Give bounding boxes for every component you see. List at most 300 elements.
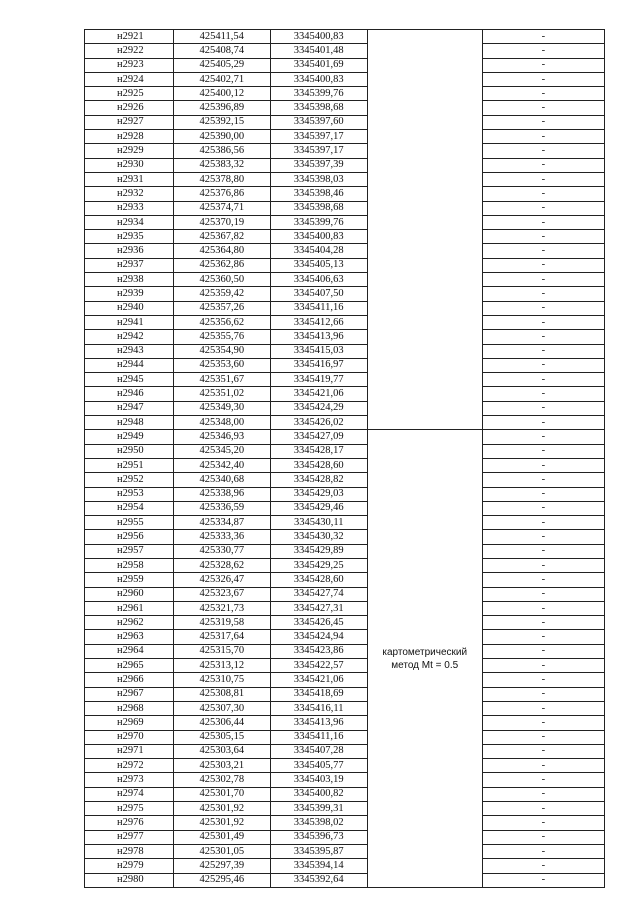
- method-cell: [367, 30, 482, 430]
- dash-cell: -: [482, 730, 604, 744]
- table-row: [85, 844, 605, 858]
- x-coordinate-cell: 425307,30: [173, 701, 270, 715]
- point-id-cell: н2951: [85, 458, 174, 472]
- dash-cell: -: [482, 187, 604, 201]
- dash-cell: -: [482, 58, 604, 72]
- point-id-cell: н2944: [85, 358, 174, 372]
- table-row: [85, 215, 605, 229]
- point-id-cell: н2936: [85, 244, 174, 258]
- x-coordinate-cell: 425321,73: [173, 601, 270, 615]
- point-id-cell: н2928: [85, 130, 174, 144]
- x-coordinate-cell: 425319,58: [173, 616, 270, 630]
- y-coordinate-cell: 3345423,86: [270, 644, 367, 658]
- y-coordinate-cell: 3345430,11: [270, 516, 367, 530]
- y-coordinate-cell: 3345397,17: [270, 130, 367, 144]
- x-coordinate-cell: 425338,96: [173, 487, 270, 501]
- x-coordinate-cell: 425367,82: [173, 230, 270, 244]
- point-id-cell: н2939: [85, 287, 174, 301]
- x-coordinate-cell: 425374,71: [173, 201, 270, 215]
- y-coordinate-cell: 3345403,19: [270, 773, 367, 787]
- point-id-cell: н2952: [85, 473, 174, 487]
- y-coordinate-cell: 3345427,31: [270, 601, 367, 615]
- point-id-cell: н2978: [85, 844, 174, 858]
- dash-cell: -: [482, 744, 604, 758]
- x-coordinate-cell: 425315,70: [173, 644, 270, 658]
- x-coordinate-cell: 425408,74: [173, 44, 270, 58]
- dash-cell: -: [482, 215, 604, 229]
- y-coordinate-cell: 3345399,76: [270, 215, 367, 229]
- y-coordinate-cell: 3345418,69: [270, 687, 367, 701]
- dash-cell: -: [482, 601, 604, 615]
- x-coordinate-cell: 425396,89: [173, 101, 270, 115]
- x-coordinate-cell: 425330,77: [173, 544, 270, 558]
- table-row: [85, 873, 605, 887]
- x-coordinate-cell: 425349,30: [173, 401, 270, 415]
- x-coordinate-cell: 425400,12: [173, 87, 270, 101]
- point-id-cell: н2940: [85, 301, 174, 315]
- point-id-cell: н2932: [85, 187, 174, 201]
- x-coordinate-cell: 425297,39: [173, 859, 270, 873]
- method-cell: [367, 430, 482, 888]
- x-coordinate-cell: 425392,15: [173, 115, 270, 129]
- point-id-cell: н2946: [85, 387, 174, 401]
- dash-cell: -: [482, 230, 604, 244]
- dash-cell: -: [482, 473, 604, 487]
- y-coordinate-cell: 3345405,13: [270, 258, 367, 272]
- y-coordinate-cell: 3345428,60: [270, 458, 367, 472]
- point-id-cell: н2976: [85, 816, 174, 830]
- table-row: [85, 673, 605, 687]
- point-id-cell: н2970: [85, 730, 174, 744]
- table-row: [85, 787, 605, 801]
- coordinates-table: [84, 29, 605, 888]
- dash-cell: -: [482, 330, 604, 344]
- x-coordinate-cell: 425323,67: [173, 587, 270, 601]
- table-row: [85, 587, 605, 601]
- x-coordinate-cell: 425362,86: [173, 258, 270, 272]
- dash-cell: -: [482, 716, 604, 730]
- x-coordinate-cell: 425345,20: [173, 444, 270, 458]
- table-row: [85, 258, 605, 272]
- table-row: [85, 72, 605, 86]
- y-coordinate-cell: 3345428,60: [270, 573, 367, 587]
- x-coordinate-cell: 425351,02: [173, 387, 270, 401]
- point-id-cell: н2960: [85, 587, 174, 601]
- point-id-cell: н2964: [85, 644, 174, 658]
- table-row: [85, 687, 605, 701]
- x-coordinate-cell: 425313,12: [173, 659, 270, 673]
- y-coordinate-cell: 3345398,68: [270, 101, 367, 115]
- point-id-cell: н2937: [85, 258, 174, 272]
- dash-cell: -: [482, 530, 604, 544]
- table-row: [85, 802, 605, 816]
- point-id-cell: н2980: [85, 873, 174, 887]
- point-id-cell: н2967: [85, 687, 174, 701]
- table-row: [85, 487, 605, 501]
- method-label: картометрический метод Mt = 0.5: [382, 646, 468, 671]
- table-row: [85, 458, 605, 472]
- dash-cell: -: [482, 544, 604, 558]
- table-row: [85, 44, 605, 58]
- table-row: [85, 473, 605, 487]
- dash-cell: -: [482, 387, 604, 401]
- x-coordinate-cell: 425317,64: [173, 630, 270, 644]
- dash-cell: -: [482, 587, 604, 601]
- y-coordinate-cell: 3345429,25: [270, 558, 367, 572]
- point-id-cell: н2930: [85, 158, 174, 172]
- table-row: [85, 401, 605, 415]
- dash-cell: -: [482, 258, 604, 272]
- y-coordinate-cell: 3345428,17: [270, 444, 367, 458]
- y-coordinate-cell: 3345398,46: [270, 187, 367, 201]
- y-coordinate-cell: 3345392,64: [270, 873, 367, 887]
- table-row: [85, 730, 605, 744]
- point-id-cell: н2973: [85, 773, 174, 787]
- dash-cell: -: [482, 816, 604, 830]
- x-coordinate-cell: 425301,05: [173, 844, 270, 858]
- x-coordinate-cell: 425328,62: [173, 558, 270, 572]
- point-id-cell: н2959: [85, 573, 174, 587]
- y-coordinate-cell: 3345398,68: [270, 201, 367, 215]
- x-coordinate-cell: 425340,68: [173, 473, 270, 487]
- y-coordinate-cell: 3345407,50: [270, 287, 367, 301]
- y-coordinate-cell: 3345396,73: [270, 830, 367, 844]
- x-coordinate-cell: 425355,76: [173, 330, 270, 344]
- dash-cell: -: [482, 844, 604, 858]
- x-coordinate-cell: 425378,80: [173, 172, 270, 186]
- point-id-cell: н2938: [85, 273, 174, 287]
- y-coordinate-cell: 3345416,11: [270, 701, 367, 715]
- dash-cell: -: [482, 130, 604, 144]
- point-id-cell: н2971: [85, 744, 174, 758]
- dash-cell: -: [482, 516, 604, 530]
- point-id-cell: н2968: [85, 701, 174, 715]
- table-row: [85, 530, 605, 544]
- dash-cell: -: [482, 830, 604, 844]
- table-row: [85, 387, 605, 401]
- table-row: [85, 630, 605, 644]
- dash-cell: -: [482, 287, 604, 301]
- point-id-cell: н2945: [85, 373, 174, 387]
- dash-cell: -: [482, 873, 604, 887]
- y-coordinate-cell: 3345400,83: [270, 30, 367, 44]
- y-coordinate-cell: 3345398,02: [270, 816, 367, 830]
- dash-cell: -: [482, 773, 604, 787]
- y-coordinate-cell: 3345411,16: [270, 730, 367, 744]
- point-id-cell: н2923: [85, 58, 174, 72]
- point-id-cell: н2972: [85, 759, 174, 773]
- point-id-cell: н2941: [85, 315, 174, 329]
- table-row: [85, 644, 605, 658]
- point-id-cell: н2943: [85, 344, 174, 358]
- y-coordinate-cell: 3345413,96: [270, 716, 367, 730]
- y-coordinate-cell: 3345421,06: [270, 673, 367, 687]
- x-coordinate-cell: 425370,19: [173, 215, 270, 229]
- dash-cell: -: [482, 458, 604, 472]
- x-coordinate-cell: 425303,21: [173, 759, 270, 773]
- dash-cell: -: [482, 759, 604, 773]
- x-coordinate-cell: 425295,46: [173, 873, 270, 887]
- y-coordinate-cell: 3345394,14: [270, 859, 367, 873]
- dash-cell: -: [482, 72, 604, 86]
- y-coordinate-cell: 3345400,83: [270, 72, 367, 86]
- y-coordinate-cell: 3345405,77: [270, 759, 367, 773]
- table-row: [85, 201, 605, 215]
- x-coordinate-cell: 425351,67: [173, 373, 270, 387]
- x-coordinate-cell: 425359,42: [173, 287, 270, 301]
- dash-cell: -: [482, 315, 604, 329]
- dash-cell: -: [482, 616, 604, 630]
- point-id-cell: н2954: [85, 501, 174, 515]
- point-id-cell: н2950: [85, 444, 174, 458]
- x-coordinate-cell: 425383,32: [173, 158, 270, 172]
- table-row: [85, 558, 605, 572]
- y-coordinate-cell: 3345399,31: [270, 802, 367, 816]
- dash-cell: -: [482, 373, 604, 387]
- y-coordinate-cell: 3345411,16: [270, 301, 367, 315]
- dash-cell: -: [482, 30, 604, 44]
- x-coordinate-cell: 425342,40: [173, 458, 270, 472]
- table-row: [85, 773, 605, 787]
- point-id-cell: н2933: [85, 201, 174, 215]
- dash-cell: -: [482, 244, 604, 258]
- point-id-cell: н2925: [85, 87, 174, 101]
- dash-cell: -: [482, 115, 604, 129]
- y-coordinate-cell: 3345397,39: [270, 158, 367, 172]
- table-row: [85, 273, 605, 287]
- point-id-cell: н2947: [85, 401, 174, 415]
- dash-cell: -: [482, 416, 604, 430]
- dash-cell: -: [482, 44, 604, 58]
- x-coordinate-cell: 425301,49: [173, 830, 270, 844]
- y-coordinate-cell: 3345428,82: [270, 473, 367, 487]
- y-coordinate-cell: 3345395,87: [270, 844, 367, 858]
- point-id-cell: н2931: [85, 172, 174, 186]
- x-coordinate-cell: 425306,44: [173, 716, 270, 730]
- point-id-cell: н2921: [85, 30, 174, 44]
- table-row: [85, 659, 605, 673]
- x-coordinate-cell: 425308,81: [173, 687, 270, 701]
- point-id-cell: н2965: [85, 659, 174, 673]
- point-id-cell: н2979: [85, 859, 174, 873]
- x-coordinate-cell: 425301,92: [173, 802, 270, 816]
- dash-cell: -: [482, 401, 604, 415]
- dash-cell: -: [482, 101, 604, 115]
- y-coordinate-cell: 3345406,63: [270, 273, 367, 287]
- y-coordinate-cell: 3345419,77: [270, 373, 367, 387]
- table-row: [85, 373, 605, 387]
- table-row: [85, 501, 605, 515]
- table-row: [85, 230, 605, 244]
- coordinates-table-body: [85, 30, 605, 888]
- table-row: [85, 616, 605, 630]
- y-coordinate-cell: 3345401,69: [270, 58, 367, 72]
- y-coordinate-cell: 3345429,46: [270, 501, 367, 515]
- x-coordinate-cell: 425334,87: [173, 516, 270, 530]
- x-coordinate-cell: 425302,78: [173, 773, 270, 787]
- y-coordinate-cell: 3345415,03: [270, 344, 367, 358]
- table-row: [85, 859, 605, 873]
- dash-cell: -: [482, 301, 604, 315]
- point-id-cell: н2929: [85, 144, 174, 158]
- point-id-cell: н2958: [85, 558, 174, 572]
- dash-cell: -: [482, 87, 604, 101]
- table-row: [85, 115, 605, 129]
- dash-cell: -: [482, 787, 604, 801]
- x-coordinate-cell: 425354,90: [173, 344, 270, 358]
- table-row: [85, 830, 605, 844]
- dash-cell: -: [482, 558, 604, 572]
- point-id-cell: н2969: [85, 716, 174, 730]
- x-coordinate-cell: 425346,93: [173, 430, 270, 444]
- point-id-cell: н2927: [85, 115, 174, 129]
- y-coordinate-cell: 3345412,66: [270, 315, 367, 329]
- dash-cell: -: [482, 802, 604, 816]
- table-row: [85, 544, 605, 558]
- x-coordinate-cell: 425305,15: [173, 730, 270, 744]
- y-coordinate-cell: 3345421,06: [270, 387, 367, 401]
- point-id-cell: н2977: [85, 830, 174, 844]
- x-coordinate-cell: 425353,60: [173, 358, 270, 372]
- table-row: [85, 187, 605, 201]
- y-coordinate-cell: 3345427,74: [270, 587, 367, 601]
- point-id-cell: н2948: [85, 416, 174, 430]
- x-coordinate-cell: 425348,00: [173, 416, 270, 430]
- dash-cell: -: [482, 573, 604, 587]
- table-row: [85, 287, 605, 301]
- table-row: [85, 158, 605, 172]
- x-coordinate-cell: 425386,56: [173, 144, 270, 158]
- y-coordinate-cell: 3345399,76: [270, 87, 367, 101]
- point-id-cell: н2926: [85, 101, 174, 115]
- y-coordinate-cell: 3345422,57: [270, 659, 367, 673]
- dash-cell: -: [482, 659, 604, 673]
- x-coordinate-cell: 425333,36: [173, 530, 270, 544]
- dash-cell: -: [482, 358, 604, 372]
- dash-cell: -: [482, 644, 604, 658]
- point-id-cell: н2935: [85, 230, 174, 244]
- x-coordinate-cell: 425390,00: [173, 130, 270, 144]
- dash-cell: -: [482, 687, 604, 701]
- y-coordinate-cell: 3345400,82: [270, 787, 367, 801]
- point-id-cell: н2966: [85, 673, 174, 687]
- dash-cell: -: [482, 630, 604, 644]
- table-row: [85, 358, 605, 372]
- table-row: [85, 744, 605, 758]
- dash-cell: -: [482, 172, 604, 186]
- x-coordinate-cell: 425301,70: [173, 787, 270, 801]
- dash-cell: -: [482, 430, 604, 444]
- dash-cell: -: [482, 158, 604, 172]
- x-coordinate-cell: 425402,71: [173, 72, 270, 86]
- table-row: [85, 172, 605, 186]
- point-id-cell: н2974: [85, 787, 174, 801]
- dash-cell: -: [482, 487, 604, 501]
- table-row: [85, 701, 605, 715]
- y-coordinate-cell: 3345398,03: [270, 172, 367, 186]
- point-id-cell: н2956: [85, 530, 174, 544]
- point-id-cell: н2924: [85, 72, 174, 86]
- table-row: [85, 344, 605, 358]
- table-row: [85, 315, 605, 329]
- x-coordinate-cell: 425411,54: [173, 30, 270, 44]
- x-coordinate-cell: 425301,92: [173, 816, 270, 830]
- x-coordinate-cell: 425357,26: [173, 301, 270, 315]
- x-coordinate-cell: 425326,47: [173, 573, 270, 587]
- table-row: [85, 444, 605, 458]
- dash-cell: -: [482, 444, 604, 458]
- point-id-cell: н2975: [85, 802, 174, 816]
- dash-cell: -: [482, 501, 604, 515]
- point-id-cell: н2953: [85, 487, 174, 501]
- x-coordinate-cell: 425336,59: [173, 501, 270, 515]
- y-coordinate-cell: 3345413,96: [270, 330, 367, 344]
- y-coordinate-cell: 3345404,28: [270, 244, 367, 258]
- table-row: [85, 416, 605, 430]
- y-coordinate-cell: 3345397,17: [270, 144, 367, 158]
- table-row: [85, 87, 605, 101]
- table-row: [85, 716, 605, 730]
- table-row: [85, 130, 605, 144]
- y-coordinate-cell: 3345397,60: [270, 115, 367, 129]
- y-coordinate-cell: 3345426,45: [270, 616, 367, 630]
- dash-cell: -: [482, 859, 604, 873]
- dash-cell: -: [482, 201, 604, 215]
- point-id-cell: н2957: [85, 544, 174, 558]
- y-coordinate-cell: 3345430,32: [270, 530, 367, 544]
- point-id-cell: н2934: [85, 215, 174, 229]
- dash-cell: -: [482, 144, 604, 158]
- table-row: [85, 573, 605, 587]
- dash-cell: -: [482, 701, 604, 715]
- point-id-cell: н2963: [85, 630, 174, 644]
- table-row: [85, 759, 605, 773]
- x-coordinate-cell: 425405,29: [173, 58, 270, 72]
- table-row: [85, 430, 605, 444]
- table-row: [85, 516, 605, 530]
- table-row: [85, 58, 605, 72]
- table-row: [85, 601, 605, 615]
- dash-cell: -: [482, 673, 604, 687]
- point-id-cell: н2922: [85, 44, 174, 58]
- y-coordinate-cell: 3345424,94: [270, 630, 367, 644]
- x-coordinate-cell: 425356,62: [173, 315, 270, 329]
- x-coordinate-cell: 425310,75: [173, 673, 270, 687]
- y-coordinate-cell: 3345416,97: [270, 358, 367, 372]
- x-coordinate-cell: 425303,64: [173, 744, 270, 758]
- point-id-cell: н2949: [85, 430, 174, 444]
- point-id-cell: н2961: [85, 601, 174, 615]
- y-coordinate-cell: 3345429,89: [270, 544, 367, 558]
- dash-cell: -: [482, 344, 604, 358]
- table-row: [85, 30, 605, 44]
- y-coordinate-cell: 3345429,03: [270, 487, 367, 501]
- point-id-cell: н2962: [85, 616, 174, 630]
- y-coordinate-cell: 3345401,48: [270, 44, 367, 58]
- table-row: [85, 301, 605, 315]
- y-coordinate-cell: 3345407,28: [270, 744, 367, 758]
- table-row: [85, 330, 605, 344]
- table-row: [85, 816, 605, 830]
- x-coordinate-cell: 425364,80: [173, 244, 270, 258]
- y-coordinate-cell: 3345426,02: [270, 416, 367, 430]
- table-row: [85, 244, 605, 258]
- point-id-cell: н2955: [85, 516, 174, 530]
- dash-cell: -: [482, 273, 604, 287]
- y-coordinate-cell: 3345424,29: [270, 401, 367, 415]
- table-row: [85, 101, 605, 115]
- x-coordinate-cell: 425360,50: [173, 273, 270, 287]
